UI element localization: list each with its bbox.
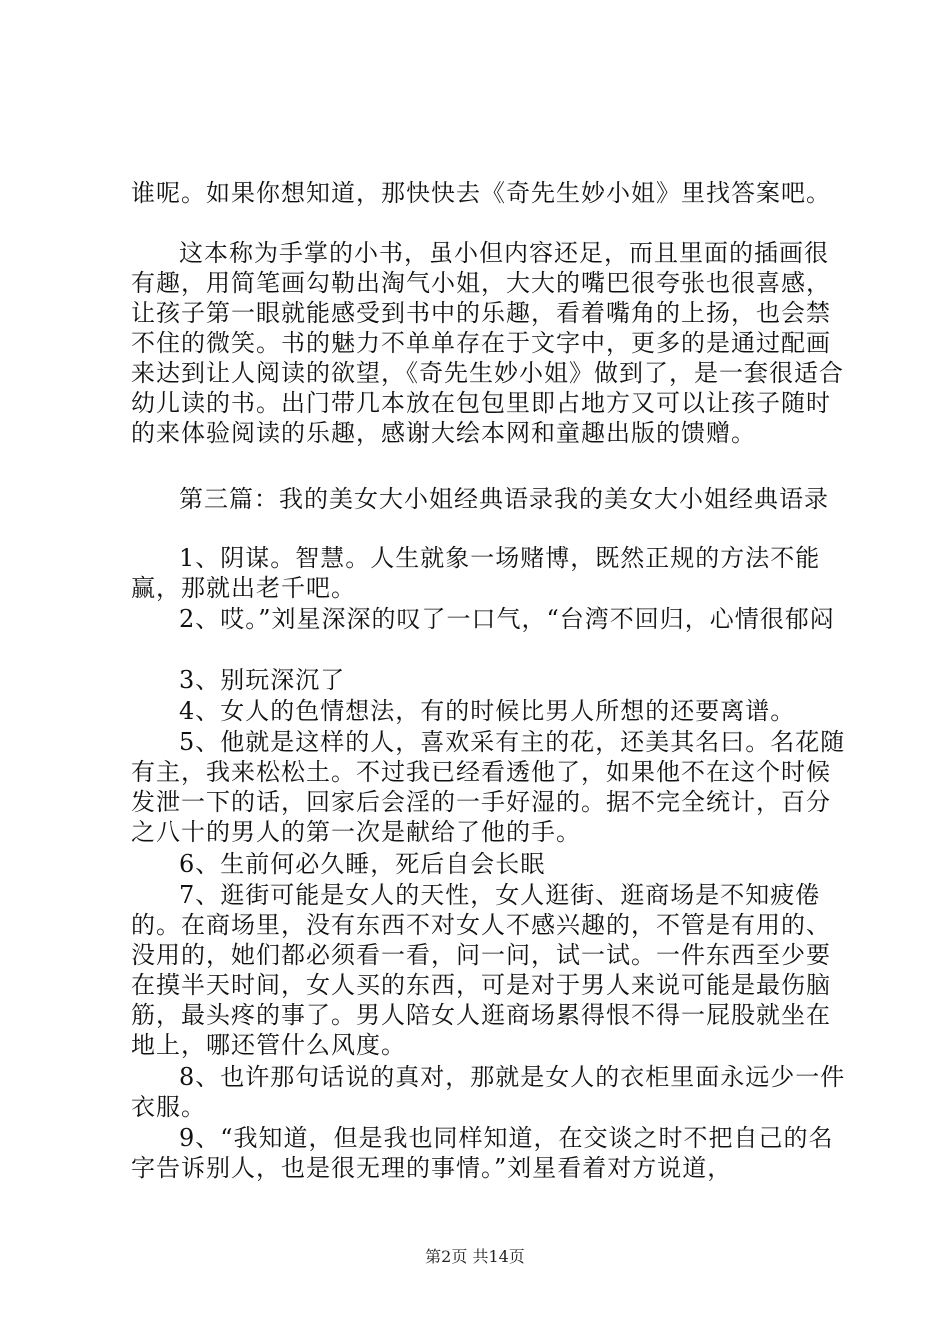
quote-item-7: 7、逛街可能是女人的天性，女人逛街、逛商场是不知疲倦的。在商场里，没有东西不对女人不感兴趣的，不管是有用的、没用的，她们都必须看一看，问一问，试一试。一件东西至少要在摸半天时间，女人买的东西，可是对于男人来说可能是最伤脑筋，最头疼的事了。男人陪女人逛商场累得恨不得一屁股就坐在地上，哪还管什么风度。 (131, 881, 831, 1059)
quote-item-9: 9、“我知道，但是我也同样知道，在交谈之时不把自己的名字告诉别人，也是很无理的事情。”刘星看着对方说道， (131, 1124, 834, 1182)
section-heading: 第三篇：我的美女大小姐经典语录我的美女大小姐经典语录 (179, 485, 829, 513)
page-footer: 第2页 共14页 (425, 1247, 525, 1266)
quote-item-6: 6、生前何必久睡，死后自会长眠 (179, 850, 546, 878)
quote-item-4: 4、女人的色情想法，有的时候比男人所想的还要离谱。 (179, 697, 796, 725)
paragraph-continuation: 谁呢。如果你想知道，那快快去《奇先生妙小姐》里找答案吧。 (131, 179, 831, 207)
quote-item-2: 2、哎。”刘星深深的叹了一口气，“台湾不回归，心情很郁闷 (179, 605, 835, 633)
quote-item-3: 3、别玩深沉了 (179, 666, 346, 694)
quote-item-1: 1、阴谋。智慧。人生就象一场赌博，既然正规的方法不能赢，那就出老千吧。 (131, 544, 821, 602)
paragraph-book-review: 这本称为手掌的小书，虽小但内容还足，而且里面的插画很有趣，用简笔画勾勒出淘气小姐，大大的嘴巴很夸张也很喜感，让孩子第一眼就能感受到书中的乐趣，看着嘴角的上扬，也会禁不住的微笑。书的魅力不单单存在于文字中，更多的是通过配画来达到让人阅读的欲望，《奇先生妙小姐》做到了，是一套很适合幼儿读的书。出门带几本放在包包里即占地方又可以让孩子随时的来体验阅读的乐趣，感谢大绘本网和童趣出版的馈赠。 (131, 239, 844, 447)
quote-item-8: 8、也许那句话说的真对，那就是女人的衣柜里面永远少一件衣服。 (131, 1063, 846, 1121)
quote-item-5: 5、他就是这样的人，喜欢采有主的花，还美其名曰。名花随有主，我来松松土。不过我已经看透他了，如果他不在这个时候发泄一下的话，回家后会淫的一手好湿的。据不完全统计，百分之八十的男人的第一次是献给了他的手。 (131, 728, 846, 846)
